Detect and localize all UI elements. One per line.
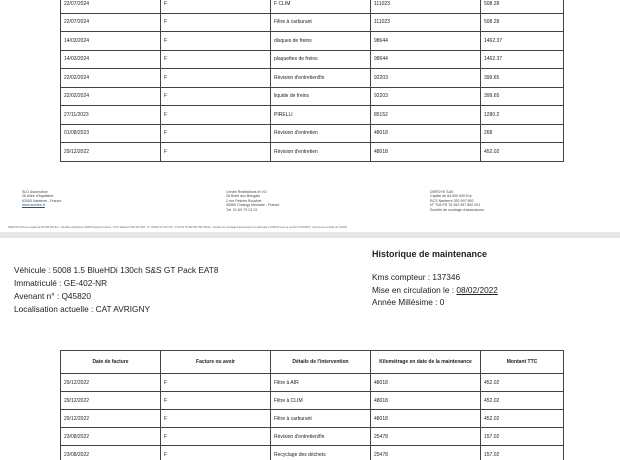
table-row [61,124,564,143]
cell-mileage: 48018 [371,143,481,162]
cell-date: 29/12/2022 [61,374,161,392]
circulation-date: 08/02/2022 [456,285,498,295]
cell-amount: 399.65 [481,69,564,88]
vehicle-amendment: Avenant n° : Q45820 [14,291,91,301]
cell-type: F [161,87,271,106]
cell-details: Filtre à AIR [271,374,371,392]
footer-line: Centre Restitutions et VO [226,190,267,194]
table-header-row [61,351,564,374]
cell-mileage: 48018 [371,392,481,410]
maintenance-title: Historique de maintenance [372,249,488,259]
footer-line: N° TVA FR 78 352 997 892 001 [430,203,481,208]
table-row [61,106,564,125]
cell-amount: 1280.2 [481,106,564,125]
cell-details: Filtre à carburant [271,410,371,428]
table-row [61,69,564,88]
cell-type: F [161,69,271,88]
cell-date: 01/08/2023 [61,124,161,143]
cell-type: F [161,50,271,69]
table-row [61,32,564,51]
cell-mileage: 98644 [371,32,481,51]
cell-type: F [161,124,271,143]
cell-amount: 452.02 [481,143,564,162]
odometer: Kms compteur : 137346 [372,272,461,282]
footer-line: Capital de 84 600 000 Eur [430,194,472,199]
cell-type: F [161,374,271,392]
cell-amount: 452.02 [481,374,564,392]
vehicle-model: Véhicule : 5008 1.5 BlueHDi 130ch S&S GT Pack EAT8 [14,265,219,275]
header-invoice-date: Date de facture [61,351,161,374]
model-year: Année Millésime : 0 [372,297,445,307]
cell-details: F CLIM [271,0,371,13]
cell-date: 23/08/2022 [61,446,161,460]
legal-footer-text: DEROYE SAS au capital de 84 600 000 Eur - 26 Allée d'Aquitaine 92000 Nanterre France - RCS Nanterre 352 997 892 - N° ORIAS 07 023 075 - TVA FR 78 352 997 892 00016 - Société de courtage d'assurances immatriculée à l'ORIAS sous le numéro 07023075 - Soumis au contrôle de l'ACPR [8,226,348,229]
cell-amount: 1462.37 [481,50,564,69]
cell-mileage: 92203 [371,69,481,88]
cell-date: 22/07/2024 [61,13,161,32]
table-row [61,13,564,32]
cell-type: F [161,0,271,13]
table-row [61,143,564,162]
cell-mileage: 98644 [371,50,481,69]
table-row [61,446,564,460]
cell-mileage: 48018 [371,124,481,143]
table-row [61,0,564,13]
cell-amount: 452.02 [481,392,564,410]
footer-line: 26 Allée d'Aquitaine [22,194,54,199]
vehicle-registration: Immatriculé : GE-402-NR [14,278,108,288]
cell-date: 14/03/2024 [61,32,161,51]
cell-date: 22/02/2024 [61,69,161,88]
table-row [61,87,564,106]
cell-mileage: 111023 [371,0,481,13]
table-row [61,428,564,446]
circulation-date-line [372,285,498,295]
cell-mileage: 111023 [371,13,481,32]
footer-line: DEROYE SAS [430,190,454,194]
cell-amount: 508.28 [481,0,564,13]
cell-type: F [161,106,271,125]
cell-amount: 1462.37 [481,32,564,51]
cell-date: 23/08/2022 [61,428,161,446]
cell-details: Recyclage des déchets [271,446,371,460]
cell-mileage: 48018 [371,410,481,428]
cell-details: PIRELLI [271,106,371,125]
cell-type: F [161,428,271,446]
footer-legal-entity [430,190,484,212]
cell-mileage: 92203 [371,87,481,106]
cell-details: Révision d'entretien [271,124,371,143]
cell-details: plaquettes de freins [271,50,371,69]
cell-date: 29/12/2022 [61,143,161,162]
cell-details: Filtre à carburant [271,13,371,32]
footer-line: 92000 Nanterre - France [22,198,62,203]
cell-amount: 157.02 [481,428,564,446]
table-row [61,410,564,428]
cell-amount: 157.02 [481,446,564,460]
cell-mileage: 25478 [371,428,481,446]
cell-mileage: 48018 [371,374,481,392]
cell-details: Révision d'entretien [271,143,371,162]
cell-details: liquide de freins [271,87,371,106]
footer-link[interactable]: www.sumiss.fr [22,203,45,208]
header-mileage: Kilométrage en date de la maintenance [371,351,481,374]
circulation-label: Mise en circulation le : [372,285,457,295]
header-amount: Montant TTC [481,351,564,374]
table-row [61,50,564,69]
cell-type: F [161,446,271,460]
footer-line: Société de courtage d'assurances [430,207,485,212]
cell-date: 27/11/2023 [61,106,161,125]
maintenance-table-continued [60,0,564,162]
footer-company-address [22,190,61,208]
cell-date: 29/12/2022 [61,392,161,410]
vehicle-location: Localisation actuelle : CAT AVRIGNY [14,304,151,314]
cell-amount: 508.28 [481,13,564,32]
cell-date: 22/02/2024 [61,87,161,106]
cell-date: 22/07/2024 [61,0,161,13]
maintenance-table [60,350,564,460]
cell-mileage: 25478 [371,446,481,460]
cell-amount: 399.65 [481,87,564,106]
footer-line: 45380 Chaingy Moulaire - France [226,203,280,208]
cell-amount: 452.02 [481,410,564,428]
header-invoice-type: Facture ou avoir [161,351,271,374]
header-details: Détails de l'intervention [271,351,371,374]
cell-date: 14/03/2024 [61,50,161,69]
cell-mileage: 85152 [371,106,481,125]
cell-type: F [161,143,271,162]
footer-restitution-center [226,190,279,212]
cell-amount: 268 [481,124,564,143]
cell-type: F [161,410,271,428]
footer-line: Tél. 01 69 79 13 13 [226,207,257,212]
cell-details: Révision d'entretien/fin [271,69,371,88]
table-row [61,374,564,392]
cell-details: Révision d'entretien/fin [271,428,371,446]
footer-line: 2 rue Pelmes Bouchet [226,198,262,203]
footer-line: SLD Automotive [22,190,48,194]
cell-details: disques de freins [271,32,371,51]
cell-date: 29/12/2022 [61,410,161,428]
cell-details: Filtre à CLIM [271,392,371,410]
table-row [61,392,564,410]
document-page-bottom [0,238,620,460]
cell-type: F [161,392,271,410]
footer-line: RCS Nanterre 352 997 892 [430,198,474,203]
footer-line: 28 Boite aux Bengals [226,194,260,199]
cell-type: F [161,13,271,32]
cell-type: F [161,32,271,51]
